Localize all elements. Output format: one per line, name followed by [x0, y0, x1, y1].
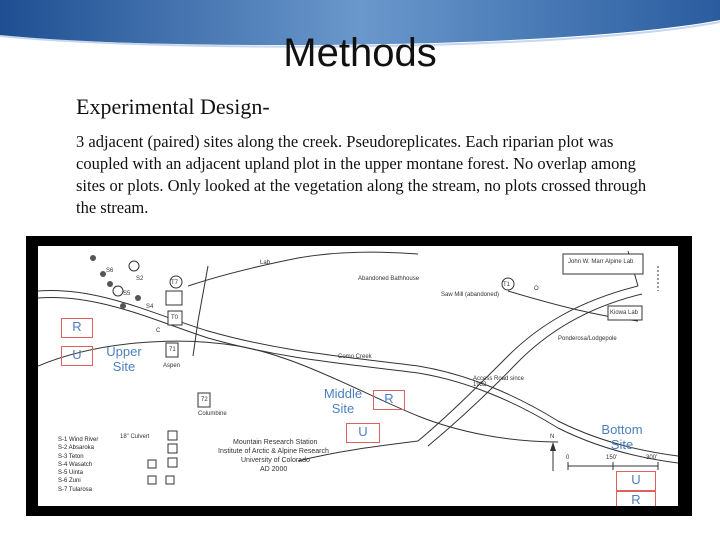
upper-riparian-plot: R — [61, 318, 93, 338]
bottom-upland-plot: U — [616, 471, 656, 491]
map-label-alpine-lab: John W. Marr Alpine Lab — [568, 259, 634, 265]
map-building-t7: T7 — [171, 280, 179, 286]
middle-upland-plot: U — [346, 423, 380, 443]
map-label-como-creek: Como Creek — [338, 354, 372, 360]
map-north-arrow-label: N — [550, 434, 555, 440]
bottom-site-label: Bottom Site — [601, 422, 643, 452]
map-label-access-road: Access Road since 1932 — [473, 376, 525, 388]
site-map — [26, 236, 692, 516]
middle-site-label: Middle Site — [323, 386, 363, 416]
map-building-t0: T0 — [171, 315, 179, 321]
map-label-station-3: University of Colorado — [241, 457, 310, 464]
map-building-c: C — [156, 328, 161, 334]
legend-item: S-1 Wind River — [58, 437, 99, 443]
map-label-station-4: AD 2000 — [260, 466, 288, 473]
upper-upland-plot: U — [61, 346, 93, 366]
map-scale-300: 300' — [646, 455, 658, 461]
map-building-t1: T1 — [503, 282, 511, 288]
map-building-72: 72 — [201, 397, 208, 403]
map-label-lab: Lab — [260, 260, 271, 266]
map-building-s6: S6 — [106, 268, 114, 274]
map-label-columbine: Columbine — [198, 411, 227, 417]
map-label-station-2: Institute of Arctic & Alpine Research — [218, 448, 329, 455]
map-building-s2: S2 — [136, 276, 144, 282]
map-label-culvert: 18" Culvert — [120, 434, 150, 440]
map-scale-150: 150' — [606, 455, 618, 461]
map-building-o: O — [534, 286, 539, 292]
map-label-aspen: Aspen — [163, 363, 181, 369]
slide-subtitle: Experimental Design- — [76, 94, 270, 119]
middle-riparian-plot: R — [373, 390, 405, 410]
legend-item: S-2 Absaroka — [58, 445, 95, 452]
legend-item: S-6 Zuni — [58, 478, 81, 485]
upper-site-label: Upper Site — [106, 344, 142, 374]
map-label-kiowa: Kiowa Lab — [610, 310, 639, 316]
legend-item: S-5 Uinta — [58, 470, 84, 477]
map-label-station-1: Mountain Research Station — [233, 439, 318, 446]
map-building-s4: S4 — [146, 304, 154, 310]
legend-item: S-3 Teton — [58, 453, 84, 460]
map-building-71: 71 — [169, 347, 176, 353]
legend-item: S-7 Tularosa — [58, 486, 93, 493]
map-linework — [38, 246, 678, 506]
bottom-riparian-plot: R — [616, 491, 656, 506]
map-label-ponderosa: Ponderosa/Lodgepole — [558, 336, 617, 342]
legend-item: S-4 Wasatch — [58, 461, 93, 468]
slide-body-text: 3 adjacent (paired) sites along the creek. Pseudoreplicates. Each riparian plot was coupled with an adjacent upland plot in the upper montane forest. No overlap among sites or plots. Only looked at the vegetation along the stream, no plots crossed through the stream. — [76, 132, 647, 217]
map-scale-0: 0 — [566, 455, 570, 461]
map-label-bathhouse: Abandoned Bathhouse — [358, 276, 420, 282]
slide-title: Methods — [283, 31, 437, 75]
site-map-canvas — [38, 246, 678, 506]
map-label-saw-mill: Saw Mill (abandoned) — [441, 292, 500, 298]
map-building-s5: S5 — [123, 291, 131, 297]
map-legend — [58, 436, 98, 494]
